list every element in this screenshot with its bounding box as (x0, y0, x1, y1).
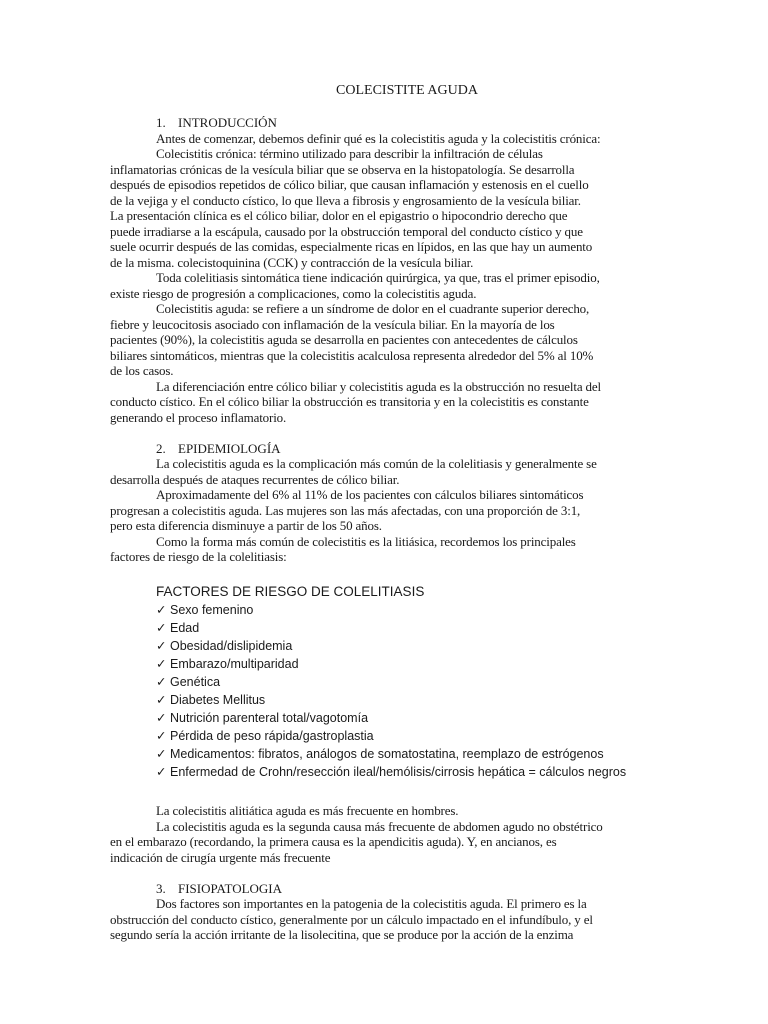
checkmark-icon: ✓ (156, 657, 167, 671)
risk-factor-label: Embarazo/multiparidad (170, 657, 299, 671)
document-body (110, 115, 670, 943)
text-line: Colecistitis aguda: se refiere a un síndrome de dolor en el cuadrante superior derecho, (156, 301, 590, 316)
text-line: Como la forma más común de colecistitis es la litiásica, recordemos los principales (156, 533, 576, 549)
checkmark-icon: ✓ (156, 675, 167, 689)
text-line: pacientes (90%), la colecistitis aguda se desarrolla en pacientes con antecedentes de cálculos (110, 332, 578, 347)
risk-factor-item (110, 655, 670, 673)
risk-factor-item (110, 745, 670, 763)
checkmark-icon: ✓ (156, 765, 167, 779)
text-line: Antes de comenzar, debemos definir qué es la colecistitis aguda y la colecistitis crónica: (156, 130, 601, 146)
risk-factor-item (110, 673, 670, 691)
text-line: La diferenciación entre cólico biliar y colecistitis aguda es la obstrucción no resuelta del (156, 378, 601, 394)
risk-factor-label: Edad (170, 621, 200, 635)
text-line: progresan a colecistitis aguda. Las mujeres son las más afectadas, con una proporción de 3:1, (110, 502, 581, 518)
risk-factor-label: Obesidad/dislipidemia (170, 639, 293, 653)
checkmark-icon: ✓ (156, 603, 167, 617)
text-line: desarrolla después de ataques recurrentes de cólico biliar. (110, 471, 400, 487)
risk-factor-item (110, 709, 670, 727)
risk-factors-title: FACTORES DE RIESGO DE COLELITIASIS (156, 584, 425, 599)
risk-factor-label: Nutrición parenteral total/vagotomía (170, 711, 369, 725)
section-heading-epidemiologia (110, 441, 670, 457)
text-line: factores de riesgo de la colelitiasis: (110, 549, 287, 564)
text-line: existe riesgo de progresión a complicaciones, como la colecistitis aguda. (110, 285, 477, 301)
text-line: biliares sintomáticos, mientras que la colecistitis acalculosa representa alrededor del 5% al 10% (110, 347, 594, 363)
text-line: en el embarazo (recordando, la primera causa es la apendicitis aguda). Y, en ancianos, es (110, 834, 557, 849)
risk-factor-label: Enfermedad de Crohn/resección ileal/hemólisis/cirrosis hepática = cálculos negros (170, 765, 627, 779)
text-line: después de episodios repetidos de cólico biliar, que causan inflamación y estenosis en el cuello (110, 177, 589, 192)
risk-factor-label: Medicamentos: fibratos, análogos de somatostatina, reemplazo de estrógenos (170, 747, 604, 761)
checkmark-icon: ✓ (156, 711, 167, 725)
section-number: 3. (156, 880, 166, 896)
text-line: inflamatorias crónicas de la vesícula biliar que se observa en la histopatología. Se desarrolla (110, 161, 575, 177)
section-title: EPIDEMIOLOGÍA (178, 440, 281, 456)
text-line: de los casos. (110, 363, 174, 378)
text-line: conducto cístico. En el cólico biliar la obstrucción es transitoria y en la colecistitis es constante (110, 394, 589, 409)
text-line: La colecistitis alitiática aguda es más frecuente en hombres. (156, 803, 459, 818)
text-line: pero esta diferencia disminuye a partir de los 50 años. (110, 518, 382, 533)
section-number: 1. (156, 115, 166, 130)
risk-factor-item (110, 637, 670, 655)
text-line: suele ocurrir después de las comidas, especialmente ricas en lípidos, en las que hay un aumento (110, 239, 593, 254)
risk-factors-list (110, 601, 670, 781)
checkmark-icon: ✓ (156, 621, 167, 635)
text-line: fiebre y leucocitosis asociado con inflamación de la vesícula biliar. En la mayoría de los (110, 316, 555, 332)
text-line: de la vejiga y el conducto cístico, lo que lleva a fibrosis y engrosamiento de la vesícula biliar. (110, 192, 581, 208)
text-line: Aproximadamente del 6% al 11% de los pacientes con cálculos biliares sintomáticos (156, 487, 584, 502)
checkmark-icon: ✓ (156, 747, 167, 761)
checkmark-icon: ✓ (156, 729, 167, 743)
section-fisiopatologia-text (110, 896, 670, 943)
text-line: Dos factores son importantes en la patogenia de la colecistitis aguda. El primero es la (156, 896, 587, 911)
document-title: COLECISTITE AGUDA (336, 83, 478, 98)
section-epidemiologia-closing-text (110, 803, 670, 865)
risk-factor-item (110, 601, 670, 619)
risk-factor-item (110, 727, 670, 745)
risk-factor-label: Diabetes Mellitus (170, 693, 266, 707)
text-line: La presentación clínica es el cólico biliar, dolor en el epigastrio o hipocondrio derecho que (110, 208, 568, 223)
text-line: Toda colelitiasis sintomática tiene indicación quirúrgica, ya que, tras el primer episodio, (156, 270, 600, 285)
risk-factor-item (110, 619, 670, 637)
section-heading-introduccion (110, 115, 670, 131)
text-line: obstrucción del conducto cístico, generalmente por un cálculo impactado en el infundíbulo, y el (110, 911, 593, 927)
text-line: La colecistitis aguda es la complicación más común de la colelitiasis y generalmente se (156, 456, 597, 471)
section-number: 2. (156, 440, 166, 456)
checkmark-icon: ✓ (156, 639, 167, 653)
text-line: indicación de cirugía urgente más frecuente (110, 849, 331, 865)
section-introduccion-text (110, 131, 670, 426)
section-heading-fisiopatologia (110, 881, 670, 897)
text-line: Colecistitis crónica: término utilizado para describir la infiltración de células (156, 146, 543, 161)
checkmark-icon: ✓ (156, 693, 167, 707)
text-line: generando el proceso inflamatorio. (110, 409, 287, 425)
section-epidemiologia-text (110, 456, 670, 565)
risk-factor-label: Genética (170, 675, 221, 689)
risk-factor-label: Pérdida de peso rápida/gastroplastia (170, 729, 374, 743)
risk-factor-label: Sexo femenino (170, 603, 254, 617)
risk-factor-item (110, 763, 670, 781)
risk-factor-item (110, 691, 670, 709)
text-line: segundo sería la acción irritante de la lisolecitina, que se produce por la acción de la enzima (110, 927, 574, 942)
section-title: FISIOPATOLOGIA (178, 880, 283, 896)
text-line: puede irradiarse a la escápula, causado por la obstrucción temporal del conducto cístico y que (110, 223, 583, 239)
text-line: La colecistitis aguda es la segunda causa más frecuente de abdomen agudo no obstétrico (156, 818, 603, 834)
text-line: de la misma. colecistoquinina (CCK) y contracción de la vesícula biliar. (110, 254, 474, 270)
section-title: INTRODUCCIÓN (178, 115, 277, 130)
